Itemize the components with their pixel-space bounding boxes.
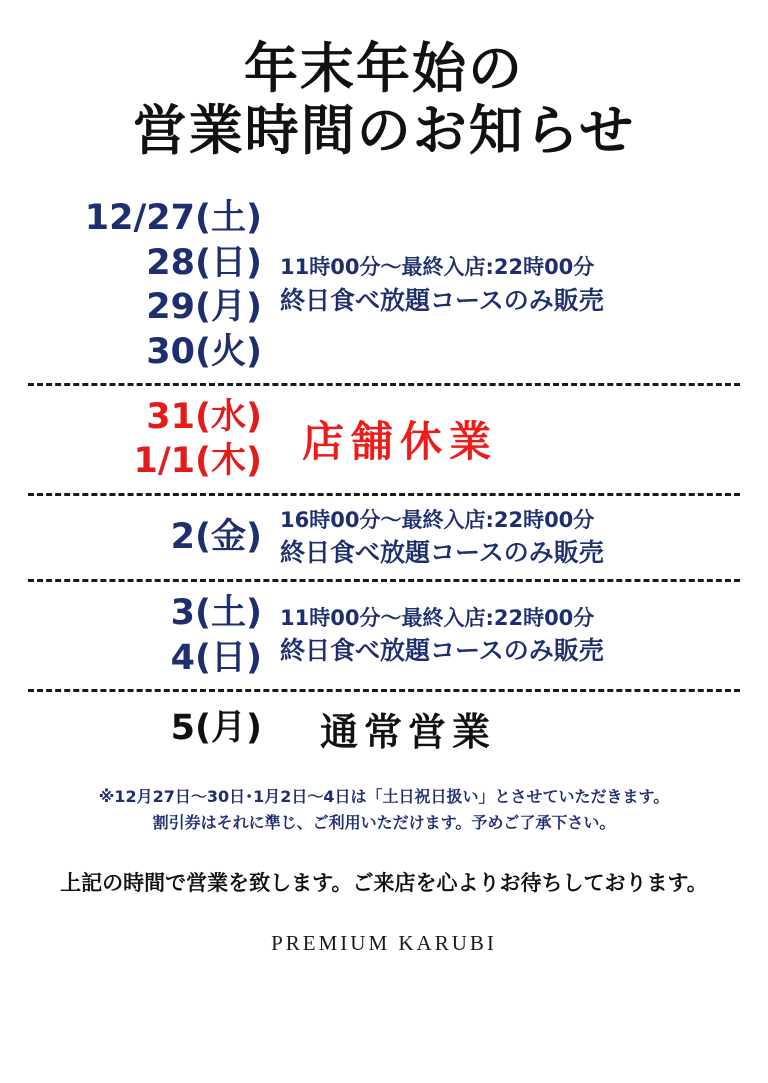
divider — [28, 383, 740, 386]
schedule-group-4 — [28, 591, 740, 680]
hours-text: 11時00分〜最終入店:22時00分 — [280, 255, 595, 280]
schedule-group-1 — [28, 196, 740, 374]
schedule-group-1-hours — [276, 252, 740, 317]
divider — [28, 493, 740, 496]
normal-business-badge: 通常営業 — [320, 709, 497, 754]
date-label: 4(日) — [170, 637, 262, 678]
schedule-group-2 — [28, 395, 740, 484]
date-label: 5(月) — [170, 708, 262, 749]
date-label: 1/1(木) — [133, 441, 262, 482]
footnote-line: 割引券はそれに準じ、ご利用いただけます。予めご了承下さい。 — [152, 813, 616, 833]
closing-message: 上記の時間で営業を致します。ご来店を心よりお待ちしております。 — [60, 870, 708, 895]
course-text: 終日食べ放題コースのみ販売 — [280, 538, 604, 568]
schedule-group-2-status — [276, 409, 740, 469]
date-label: 12/27(土) — [84, 198, 262, 239]
date-label: 2(金) — [170, 517, 262, 558]
divider — [28, 689, 740, 692]
course-text: 終日食べ放題コースのみ販売 — [280, 636, 604, 666]
schedule-group-5-dates — [28, 706, 276, 750]
page-title — [0, 0, 768, 162]
date-label: 30(火) — [146, 331, 262, 372]
schedule-group-3 — [28, 505, 740, 570]
schedule-group-3-dates — [28, 515, 276, 559]
date-label: 29(月) — [146, 287, 262, 328]
date-label: 28(日) — [146, 242, 262, 283]
course-text: 終日食べ放題コースのみ販売 — [280, 285, 604, 315]
footnote-line: ※12月27日〜30日･1月2日〜4日は「土日祝日扱い」とさせていただきます。 — [98, 786, 670, 806]
schedule-group-5-status — [276, 701, 740, 756]
schedule-group-5 — [28, 701, 740, 756]
date-label: 31(水) — [146, 396, 262, 437]
schedule-group-3-hours — [276, 505, 740, 570]
schedule-group-1-dates — [28, 196, 276, 374]
schedule-group-2-dates — [28, 395, 276, 484]
footnotes — [0, 784, 768, 837]
title-line-2: 営業時間のお知らせ — [132, 99, 636, 163]
hours-text: 11時00分〜最終入店:22時00分 — [280, 605, 595, 630]
closed-badge: 店舗休業 — [302, 417, 499, 467]
schedule-list — [28, 196, 740, 756]
schedule-group-4-hours — [276, 603, 740, 668]
brand-name: PREMIUM KARUBI — [271, 930, 497, 955]
divider — [28, 579, 740, 582]
hours-text: 16時00分〜最終入店:22時00分 — [280, 507, 595, 532]
title-line-1: 年末年始の — [244, 37, 524, 100]
date-label: 3(土) — [170, 593, 262, 634]
schedule-group-4-dates — [28, 591, 276, 680]
